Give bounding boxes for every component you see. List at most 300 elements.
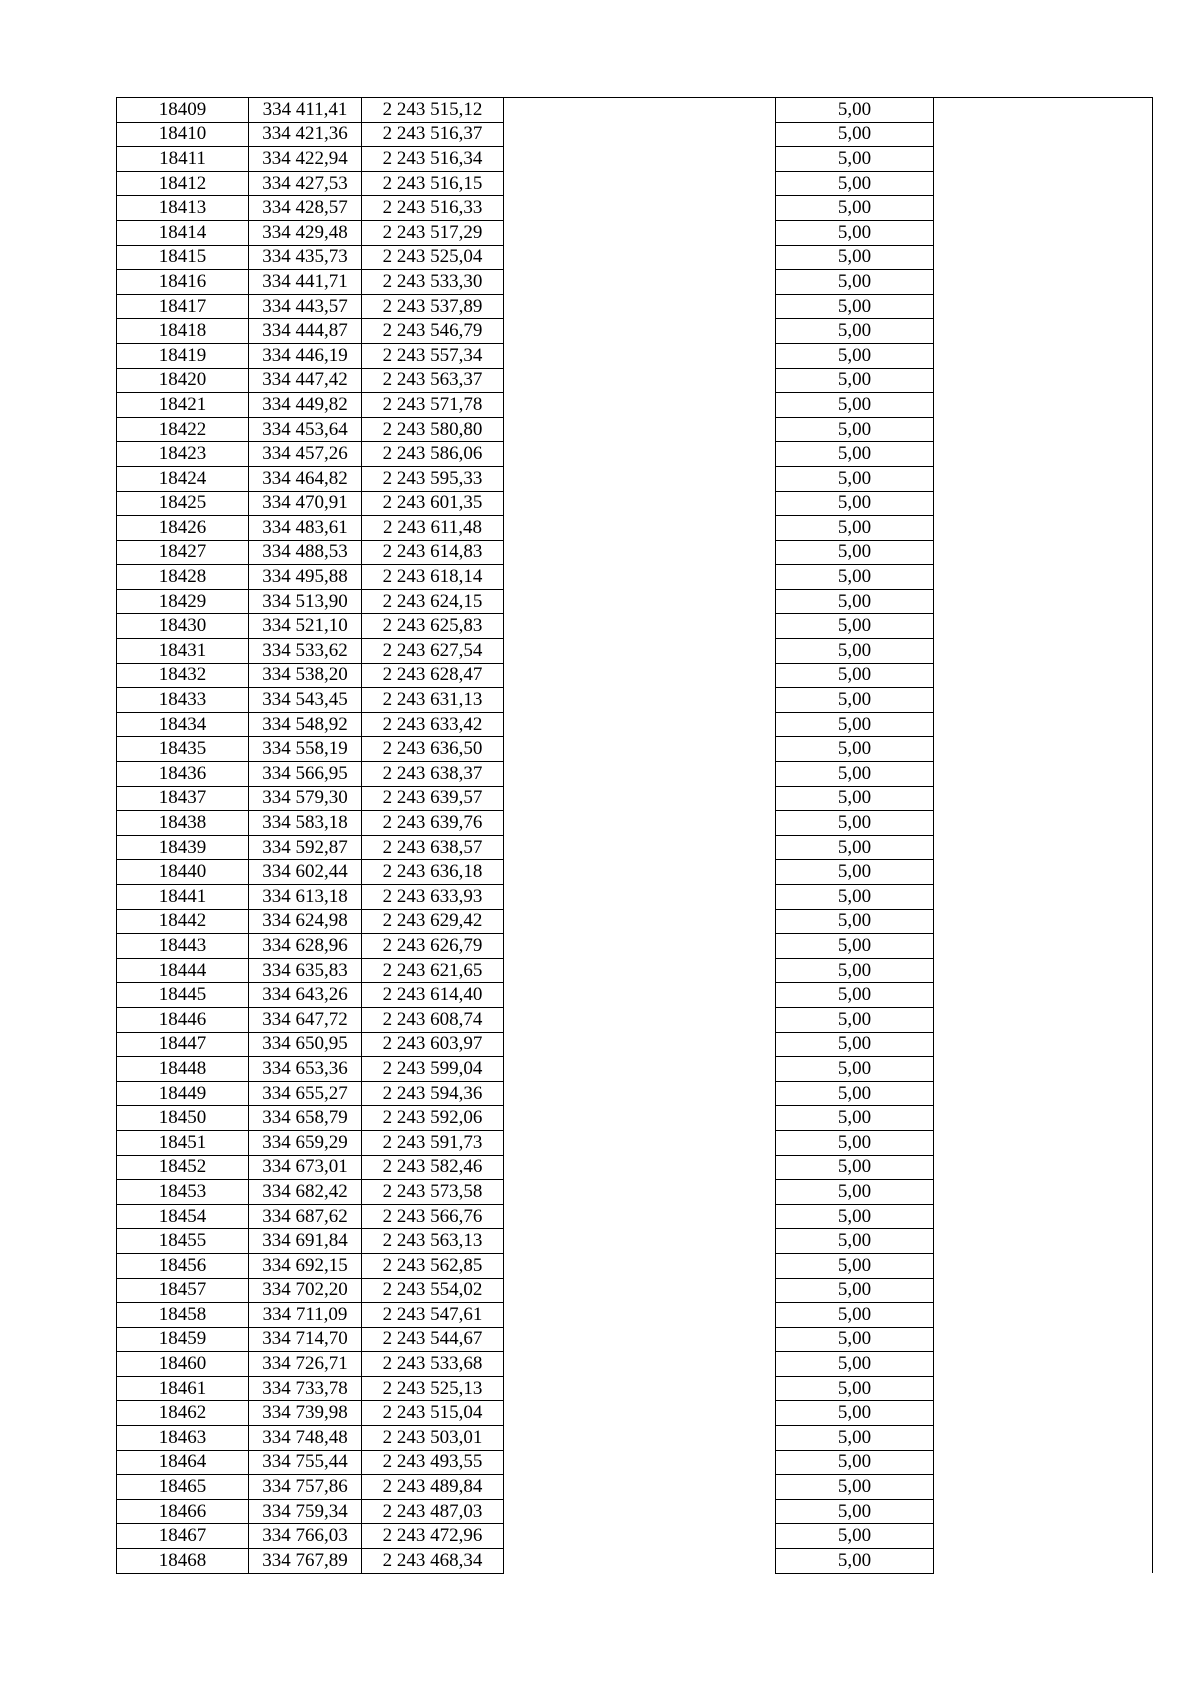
cell-value: 5,00 bbox=[776, 220, 934, 245]
table-row bbox=[117, 811, 1153, 836]
cell-y-coordinate: 2 243 639,76 bbox=[362, 811, 504, 836]
cell-x-coordinate: 334 643,26 bbox=[249, 983, 362, 1008]
cell-value: 5,00 bbox=[776, 147, 934, 172]
cell-x-coordinate: 334 583,18 bbox=[249, 811, 362, 836]
cell-x-coordinate: 334 687,62 bbox=[249, 1204, 362, 1229]
cell-y-coordinate: 2 243 566,76 bbox=[362, 1204, 504, 1229]
cell-value: 5,00 bbox=[776, 762, 934, 787]
cell-y-coordinate: 2 243 525,04 bbox=[362, 245, 504, 270]
cell-empty-last bbox=[934, 934, 1153, 959]
cell-empty-last bbox=[934, 98, 1153, 123]
cell-empty-last bbox=[934, 1475, 1153, 1500]
cell-x-coordinate: 334 711,09 bbox=[249, 1303, 362, 1328]
cell-empty-last bbox=[934, 417, 1153, 442]
cell-y-coordinate: 2 243 517,29 bbox=[362, 220, 504, 245]
cell-x-coordinate: 334 739,98 bbox=[249, 1401, 362, 1426]
cell-empty bbox=[504, 983, 776, 1008]
cell-x-coordinate: 334 558,19 bbox=[249, 737, 362, 762]
table-row bbox=[117, 1278, 1153, 1303]
cell-empty bbox=[504, 1106, 776, 1131]
cell-empty-last bbox=[934, 663, 1153, 688]
cell-empty-last bbox=[934, 319, 1153, 344]
cell-empty bbox=[504, 1204, 776, 1229]
cell-value: 5,00 bbox=[776, 1475, 934, 1500]
cell-empty bbox=[504, 122, 776, 147]
cell-empty bbox=[504, 147, 776, 172]
cell-point-number: 18411 bbox=[117, 147, 249, 172]
cell-empty-last bbox=[934, 491, 1153, 516]
cell-x-coordinate: 334 692,15 bbox=[249, 1253, 362, 1278]
cell-empty-last bbox=[934, 1524, 1153, 1549]
table-row bbox=[117, 171, 1153, 196]
cell-y-coordinate: 2 243 636,50 bbox=[362, 737, 504, 762]
cell-y-coordinate: 2 243 614,40 bbox=[362, 983, 504, 1008]
cell-empty bbox=[504, 294, 776, 319]
cell-x-coordinate: 334 470,91 bbox=[249, 491, 362, 516]
cell-y-coordinate: 2 243 611,48 bbox=[362, 516, 504, 541]
table-row bbox=[117, 1155, 1153, 1180]
cell-value: 5,00 bbox=[776, 860, 934, 885]
cell-value: 5,00 bbox=[776, 417, 934, 442]
table-row bbox=[117, 1475, 1153, 1500]
cell-empty-last bbox=[934, 196, 1153, 221]
cell-x-coordinate: 334 428,57 bbox=[249, 196, 362, 221]
cell-x-coordinate: 334 624,98 bbox=[249, 909, 362, 934]
cell-empty-last bbox=[934, 958, 1153, 983]
table-row bbox=[117, 1401, 1153, 1426]
cell-empty-last bbox=[934, 1278, 1153, 1303]
cell-empty bbox=[504, 688, 776, 713]
cell-empty-last bbox=[934, 1155, 1153, 1180]
cell-value: 5,00 bbox=[776, 811, 934, 836]
cell-point-number: 18423 bbox=[117, 442, 249, 467]
cell-empty bbox=[504, 712, 776, 737]
cell-empty bbox=[504, 762, 776, 787]
cell-point-number: 18458 bbox=[117, 1303, 249, 1328]
cell-point-number: 18416 bbox=[117, 270, 249, 295]
cell-empty-last bbox=[934, 1130, 1153, 1155]
cell-empty-last bbox=[934, 1057, 1153, 1082]
cell-point-number: 18453 bbox=[117, 1180, 249, 1205]
cell-y-coordinate: 2 243 571,78 bbox=[362, 393, 504, 418]
cell-point-number: 18465 bbox=[117, 1475, 249, 1500]
cell-x-coordinate: 334 748,48 bbox=[249, 1426, 362, 1451]
cell-x-coordinate: 334 579,30 bbox=[249, 786, 362, 811]
cell-empty bbox=[504, 835, 776, 860]
cell-y-coordinate: 2 243 563,37 bbox=[362, 368, 504, 393]
table-row bbox=[117, 639, 1153, 664]
cell-value: 5,00 bbox=[776, 1204, 934, 1229]
cell-value: 5,00 bbox=[776, 319, 934, 344]
cell-empty bbox=[504, 909, 776, 934]
cell-point-number: 18467 bbox=[117, 1524, 249, 1549]
cell-y-coordinate: 2 243 601,35 bbox=[362, 491, 504, 516]
cell-empty bbox=[504, 1376, 776, 1401]
cell-y-coordinate: 2 243 603,97 bbox=[362, 1032, 504, 1057]
cell-empty bbox=[504, 98, 776, 123]
cell-y-coordinate: 2 243 636,18 bbox=[362, 860, 504, 885]
cell-x-coordinate: 334 566,95 bbox=[249, 762, 362, 787]
cell-empty bbox=[504, 786, 776, 811]
cell-x-coordinate: 334 435,73 bbox=[249, 245, 362, 270]
cell-point-number: 18417 bbox=[117, 294, 249, 319]
table-row bbox=[117, 934, 1153, 959]
cell-empty-last bbox=[934, 983, 1153, 1008]
cell-x-coordinate: 334 543,45 bbox=[249, 688, 362, 713]
cell-value: 5,00 bbox=[776, 688, 934, 713]
cell-value: 5,00 bbox=[776, 712, 934, 737]
cell-y-coordinate: 2 243 580,80 bbox=[362, 417, 504, 442]
table-row bbox=[117, 835, 1153, 860]
table-row bbox=[117, 737, 1153, 762]
cell-y-coordinate: 2 243 516,34 bbox=[362, 147, 504, 172]
cell-x-coordinate: 334 443,57 bbox=[249, 294, 362, 319]
table-row bbox=[117, 122, 1153, 147]
cell-x-coordinate: 334 759,34 bbox=[249, 1499, 362, 1524]
cell-empty-last bbox=[934, 712, 1153, 737]
cell-y-coordinate: 2 243 627,54 bbox=[362, 639, 504, 664]
cell-y-coordinate: 2 243 638,57 bbox=[362, 835, 504, 860]
cell-value: 5,00 bbox=[776, 245, 934, 270]
table-row bbox=[117, 98, 1153, 123]
cell-value: 5,00 bbox=[776, 1007, 934, 1032]
cell-point-number: 18424 bbox=[117, 466, 249, 491]
cell-x-coordinate: 334 757,86 bbox=[249, 1475, 362, 1500]
table-row bbox=[117, 663, 1153, 688]
table-row bbox=[117, 1327, 1153, 1352]
cell-y-coordinate: 2 243 489,84 bbox=[362, 1475, 504, 1500]
cell-x-coordinate: 334 447,42 bbox=[249, 368, 362, 393]
table-row bbox=[117, 1450, 1153, 1475]
cell-x-coordinate: 334 659,29 bbox=[249, 1130, 362, 1155]
cell-point-number: 18444 bbox=[117, 958, 249, 983]
cell-y-coordinate: 2 243 554,02 bbox=[362, 1278, 504, 1303]
table-row bbox=[117, 983, 1153, 1008]
cell-empty-last bbox=[934, 860, 1153, 885]
cell-x-coordinate: 334 691,84 bbox=[249, 1229, 362, 1254]
cell-point-number: 18442 bbox=[117, 909, 249, 934]
cell-x-coordinate: 334 446,19 bbox=[249, 343, 362, 368]
cell-empty bbox=[504, 1352, 776, 1377]
cell-empty bbox=[504, 860, 776, 885]
table-row bbox=[117, 1057, 1153, 1082]
cell-empty bbox=[504, 1524, 776, 1549]
cell-point-number: 18457 bbox=[117, 1278, 249, 1303]
cell-empty bbox=[504, 885, 776, 910]
cell-point-number: 18446 bbox=[117, 1007, 249, 1032]
cell-point-number: 18452 bbox=[117, 1155, 249, 1180]
cell-point-number: 18418 bbox=[117, 319, 249, 344]
table-row bbox=[117, 245, 1153, 270]
cell-y-coordinate: 2 243 592,06 bbox=[362, 1106, 504, 1131]
cell-point-number: 18468 bbox=[117, 1549, 249, 1574]
cell-empty-last bbox=[934, 1426, 1153, 1451]
cell-point-number: 18440 bbox=[117, 860, 249, 885]
cell-y-coordinate: 2 243 628,47 bbox=[362, 663, 504, 688]
cell-y-coordinate: 2 243 586,06 bbox=[362, 442, 504, 467]
cell-empty bbox=[504, 1180, 776, 1205]
cell-point-number: 18415 bbox=[117, 245, 249, 270]
cell-empty-last bbox=[934, 270, 1153, 295]
cell-value: 5,00 bbox=[776, 491, 934, 516]
cell-y-coordinate: 2 243 493,55 bbox=[362, 1450, 504, 1475]
cell-point-number: 18451 bbox=[117, 1130, 249, 1155]
cell-point-number: 18428 bbox=[117, 565, 249, 590]
table-row bbox=[117, 1303, 1153, 1328]
cell-point-number: 18463 bbox=[117, 1426, 249, 1451]
cell-point-number: 18439 bbox=[117, 835, 249, 860]
cell-value: 5,00 bbox=[776, 1032, 934, 1057]
cell-point-number: 18426 bbox=[117, 516, 249, 541]
cell-value: 5,00 bbox=[776, 1081, 934, 1106]
cell-empty-last bbox=[934, 171, 1153, 196]
cell-empty bbox=[504, 417, 776, 442]
cell-x-coordinate: 334 673,01 bbox=[249, 1155, 362, 1180]
table-row bbox=[117, 368, 1153, 393]
cell-empty-last bbox=[934, 1081, 1153, 1106]
table-row bbox=[117, 589, 1153, 614]
cell-empty bbox=[504, 1081, 776, 1106]
cell-x-coordinate: 334 655,27 bbox=[249, 1081, 362, 1106]
cell-x-coordinate: 334 653,36 bbox=[249, 1057, 362, 1082]
table-row bbox=[117, 147, 1153, 172]
cell-x-coordinate: 334 483,61 bbox=[249, 516, 362, 541]
table-row bbox=[117, 516, 1153, 541]
table-row bbox=[117, 1426, 1153, 1451]
cell-empty bbox=[504, 1253, 776, 1278]
cell-x-coordinate: 334 449,82 bbox=[249, 393, 362, 418]
cell-value: 5,00 bbox=[776, 1376, 934, 1401]
table-row bbox=[117, 1007, 1153, 1032]
cell-value: 5,00 bbox=[776, 516, 934, 541]
cell-empty bbox=[504, 368, 776, 393]
cell-value: 5,00 bbox=[776, 1499, 934, 1524]
cell-empty-last bbox=[934, 909, 1153, 934]
cell-empty-last bbox=[934, 1327, 1153, 1352]
cell-point-number: 18454 bbox=[117, 1204, 249, 1229]
table-row bbox=[117, 786, 1153, 811]
cell-point-number: 18447 bbox=[117, 1032, 249, 1057]
cell-empty-last bbox=[934, 393, 1153, 418]
cell-empty-last bbox=[934, 1180, 1153, 1205]
table-row bbox=[117, 688, 1153, 713]
table-row bbox=[117, 958, 1153, 983]
cell-empty bbox=[504, 319, 776, 344]
cell-point-number: 18450 bbox=[117, 1106, 249, 1131]
cell-point-number: 18431 bbox=[117, 639, 249, 664]
cell-x-coordinate: 334 628,96 bbox=[249, 934, 362, 959]
cell-empty bbox=[504, 442, 776, 467]
cell-y-coordinate: 2 243 638,37 bbox=[362, 762, 504, 787]
table-body bbox=[117, 98, 1153, 1574]
cell-empty bbox=[504, 491, 776, 516]
cell-empty bbox=[504, 1278, 776, 1303]
cell-y-coordinate: 2 243 516,33 bbox=[362, 196, 504, 221]
cell-value: 5,00 bbox=[776, 1180, 934, 1205]
table-row bbox=[117, 1032, 1153, 1057]
cell-point-number: 18434 bbox=[117, 712, 249, 737]
cell-empty-last bbox=[934, 368, 1153, 393]
cell-x-coordinate: 334 602,44 bbox=[249, 860, 362, 885]
cell-point-number: 18425 bbox=[117, 491, 249, 516]
cell-empty-last bbox=[934, 540, 1153, 565]
cell-value: 5,00 bbox=[776, 442, 934, 467]
cell-x-coordinate: 334 421,36 bbox=[249, 122, 362, 147]
cell-empty bbox=[504, 1499, 776, 1524]
cell-empty-last bbox=[934, 1229, 1153, 1254]
table-row bbox=[117, 540, 1153, 565]
cell-empty-last bbox=[934, 294, 1153, 319]
cell-y-coordinate: 2 243 544,67 bbox=[362, 1327, 504, 1352]
cell-x-coordinate: 334 513,90 bbox=[249, 589, 362, 614]
table-row bbox=[117, 442, 1153, 467]
cell-empty bbox=[504, 196, 776, 221]
cell-x-coordinate: 334 635,83 bbox=[249, 958, 362, 983]
table-row bbox=[117, 319, 1153, 344]
cell-point-number: 18438 bbox=[117, 811, 249, 836]
cell-y-coordinate: 2 243 631,13 bbox=[362, 688, 504, 713]
cell-value: 5,00 bbox=[776, 1327, 934, 1352]
cell-empty-last bbox=[934, 835, 1153, 860]
table-row bbox=[117, 1499, 1153, 1524]
cell-value: 5,00 bbox=[776, 934, 934, 959]
cell-point-number: 18412 bbox=[117, 171, 249, 196]
cell-empty bbox=[504, 1303, 776, 1328]
cell-empty-last bbox=[934, 565, 1153, 590]
table-row bbox=[117, 343, 1153, 368]
cell-point-number: 18429 bbox=[117, 589, 249, 614]
cell-empty-last bbox=[934, 343, 1153, 368]
cell-x-coordinate: 334 650,95 bbox=[249, 1032, 362, 1057]
cell-y-coordinate: 2 243 525,13 bbox=[362, 1376, 504, 1401]
cell-value: 5,00 bbox=[776, 663, 934, 688]
cell-value: 5,00 bbox=[776, 1450, 934, 1475]
table-row bbox=[117, 1130, 1153, 1155]
cell-empty-last bbox=[934, 1352, 1153, 1377]
cell-point-number: 18413 bbox=[117, 196, 249, 221]
cell-point-number: 18464 bbox=[117, 1450, 249, 1475]
table-row bbox=[117, 393, 1153, 418]
cell-empty-last bbox=[934, 762, 1153, 787]
cell-y-coordinate: 2 243 547,61 bbox=[362, 1303, 504, 1328]
cell-y-coordinate: 2 243 562,85 bbox=[362, 1253, 504, 1278]
cell-point-number: 18420 bbox=[117, 368, 249, 393]
cell-y-coordinate: 2 243 563,13 bbox=[362, 1229, 504, 1254]
table-row bbox=[117, 491, 1153, 516]
cell-y-coordinate: 2 243 515,04 bbox=[362, 1401, 504, 1426]
cell-empty-last bbox=[934, 1303, 1153, 1328]
cell-y-coordinate: 2 243 614,83 bbox=[362, 540, 504, 565]
cell-x-coordinate: 334 488,53 bbox=[249, 540, 362, 565]
cell-point-number: 18456 bbox=[117, 1253, 249, 1278]
cell-empty-last bbox=[934, 1401, 1153, 1426]
cell-y-coordinate: 2 243 557,34 bbox=[362, 343, 504, 368]
table-row bbox=[117, 762, 1153, 787]
cell-value: 5,00 bbox=[776, 1549, 934, 1574]
cell-empty bbox=[504, 516, 776, 541]
cell-point-number: 18435 bbox=[117, 737, 249, 762]
table-row bbox=[117, 712, 1153, 737]
cell-value: 5,00 bbox=[776, 639, 934, 664]
table-row bbox=[117, 1352, 1153, 1377]
cell-value: 5,00 bbox=[776, 393, 934, 418]
cell-empty bbox=[504, 466, 776, 491]
table-row bbox=[117, 909, 1153, 934]
cell-empty bbox=[504, 1229, 776, 1254]
cell-empty-last bbox=[934, 614, 1153, 639]
cell-x-coordinate: 334 441,71 bbox=[249, 270, 362, 295]
cell-y-coordinate: 2 243 625,83 bbox=[362, 614, 504, 639]
cell-empty-last bbox=[934, 1032, 1153, 1057]
cell-empty-last bbox=[934, 1450, 1153, 1475]
cell-point-number: 18437 bbox=[117, 786, 249, 811]
cell-value: 5,00 bbox=[776, 270, 934, 295]
cell-empty-last bbox=[934, 1376, 1153, 1401]
cell-x-coordinate: 334 766,03 bbox=[249, 1524, 362, 1549]
cell-y-coordinate: 2 243 599,04 bbox=[362, 1057, 504, 1082]
cell-y-coordinate: 2 243 487,03 bbox=[362, 1499, 504, 1524]
cell-value: 5,00 bbox=[776, 466, 934, 491]
cell-value: 5,00 bbox=[776, 1303, 934, 1328]
cell-empty bbox=[504, 171, 776, 196]
cell-empty bbox=[504, 589, 776, 614]
cell-empty bbox=[504, 245, 776, 270]
cell-value: 5,00 bbox=[776, 786, 934, 811]
cell-point-number: 18460 bbox=[117, 1352, 249, 1377]
cell-y-coordinate: 2 243 618,14 bbox=[362, 565, 504, 590]
cell-x-coordinate: 334 755,44 bbox=[249, 1450, 362, 1475]
cell-value: 5,00 bbox=[776, 1106, 934, 1131]
cell-value: 5,00 bbox=[776, 565, 934, 590]
cell-point-number: 18421 bbox=[117, 393, 249, 418]
table-row bbox=[117, 1549, 1153, 1574]
cell-point-number: 18433 bbox=[117, 688, 249, 713]
cell-x-coordinate: 334 658,79 bbox=[249, 1106, 362, 1131]
cell-y-coordinate: 2 243 573,58 bbox=[362, 1180, 504, 1205]
table-row bbox=[117, 1253, 1153, 1278]
cell-value: 5,00 bbox=[776, 1278, 934, 1303]
cell-x-coordinate: 334 767,89 bbox=[249, 1549, 362, 1574]
cell-x-coordinate: 334 733,78 bbox=[249, 1376, 362, 1401]
cell-value: 5,00 bbox=[776, 122, 934, 147]
cell-x-coordinate: 334 422,94 bbox=[249, 147, 362, 172]
cell-point-number: 18461 bbox=[117, 1376, 249, 1401]
cell-empty-last bbox=[934, 1204, 1153, 1229]
cell-y-coordinate: 2 243 533,30 bbox=[362, 270, 504, 295]
cell-point-number: 18445 bbox=[117, 983, 249, 1008]
cell-empty bbox=[504, 1401, 776, 1426]
cell-point-number: 18419 bbox=[117, 343, 249, 368]
table-row bbox=[117, 466, 1153, 491]
table-row bbox=[117, 860, 1153, 885]
cell-value: 5,00 bbox=[776, 368, 934, 393]
cell-empty bbox=[504, 220, 776, 245]
cell-value: 5,00 bbox=[776, 98, 934, 123]
table-row bbox=[117, 565, 1153, 590]
cell-point-number: 18436 bbox=[117, 762, 249, 787]
cell-empty bbox=[504, 1450, 776, 1475]
cell-value: 5,00 bbox=[776, 1229, 934, 1254]
cell-y-coordinate: 2 243 516,37 bbox=[362, 122, 504, 147]
cell-empty bbox=[504, 1426, 776, 1451]
cell-x-coordinate: 334 444,87 bbox=[249, 319, 362, 344]
cell-empty-last bbox=[934, 220, 1153, 245]
cell-value: 5,00 bbox=[776, 1426, 934, 1451]
cell-value: 5,00 bbox=[776, 196, 934, 221]
cell-x-coordinate: 334 647,72 bbox=[249, 1007, 362, 1032]
cell-empty-last bbox=[934, 516, 1153, 541]
cell-value: 5,00 bbox=[776, 983, 934, 1008]
